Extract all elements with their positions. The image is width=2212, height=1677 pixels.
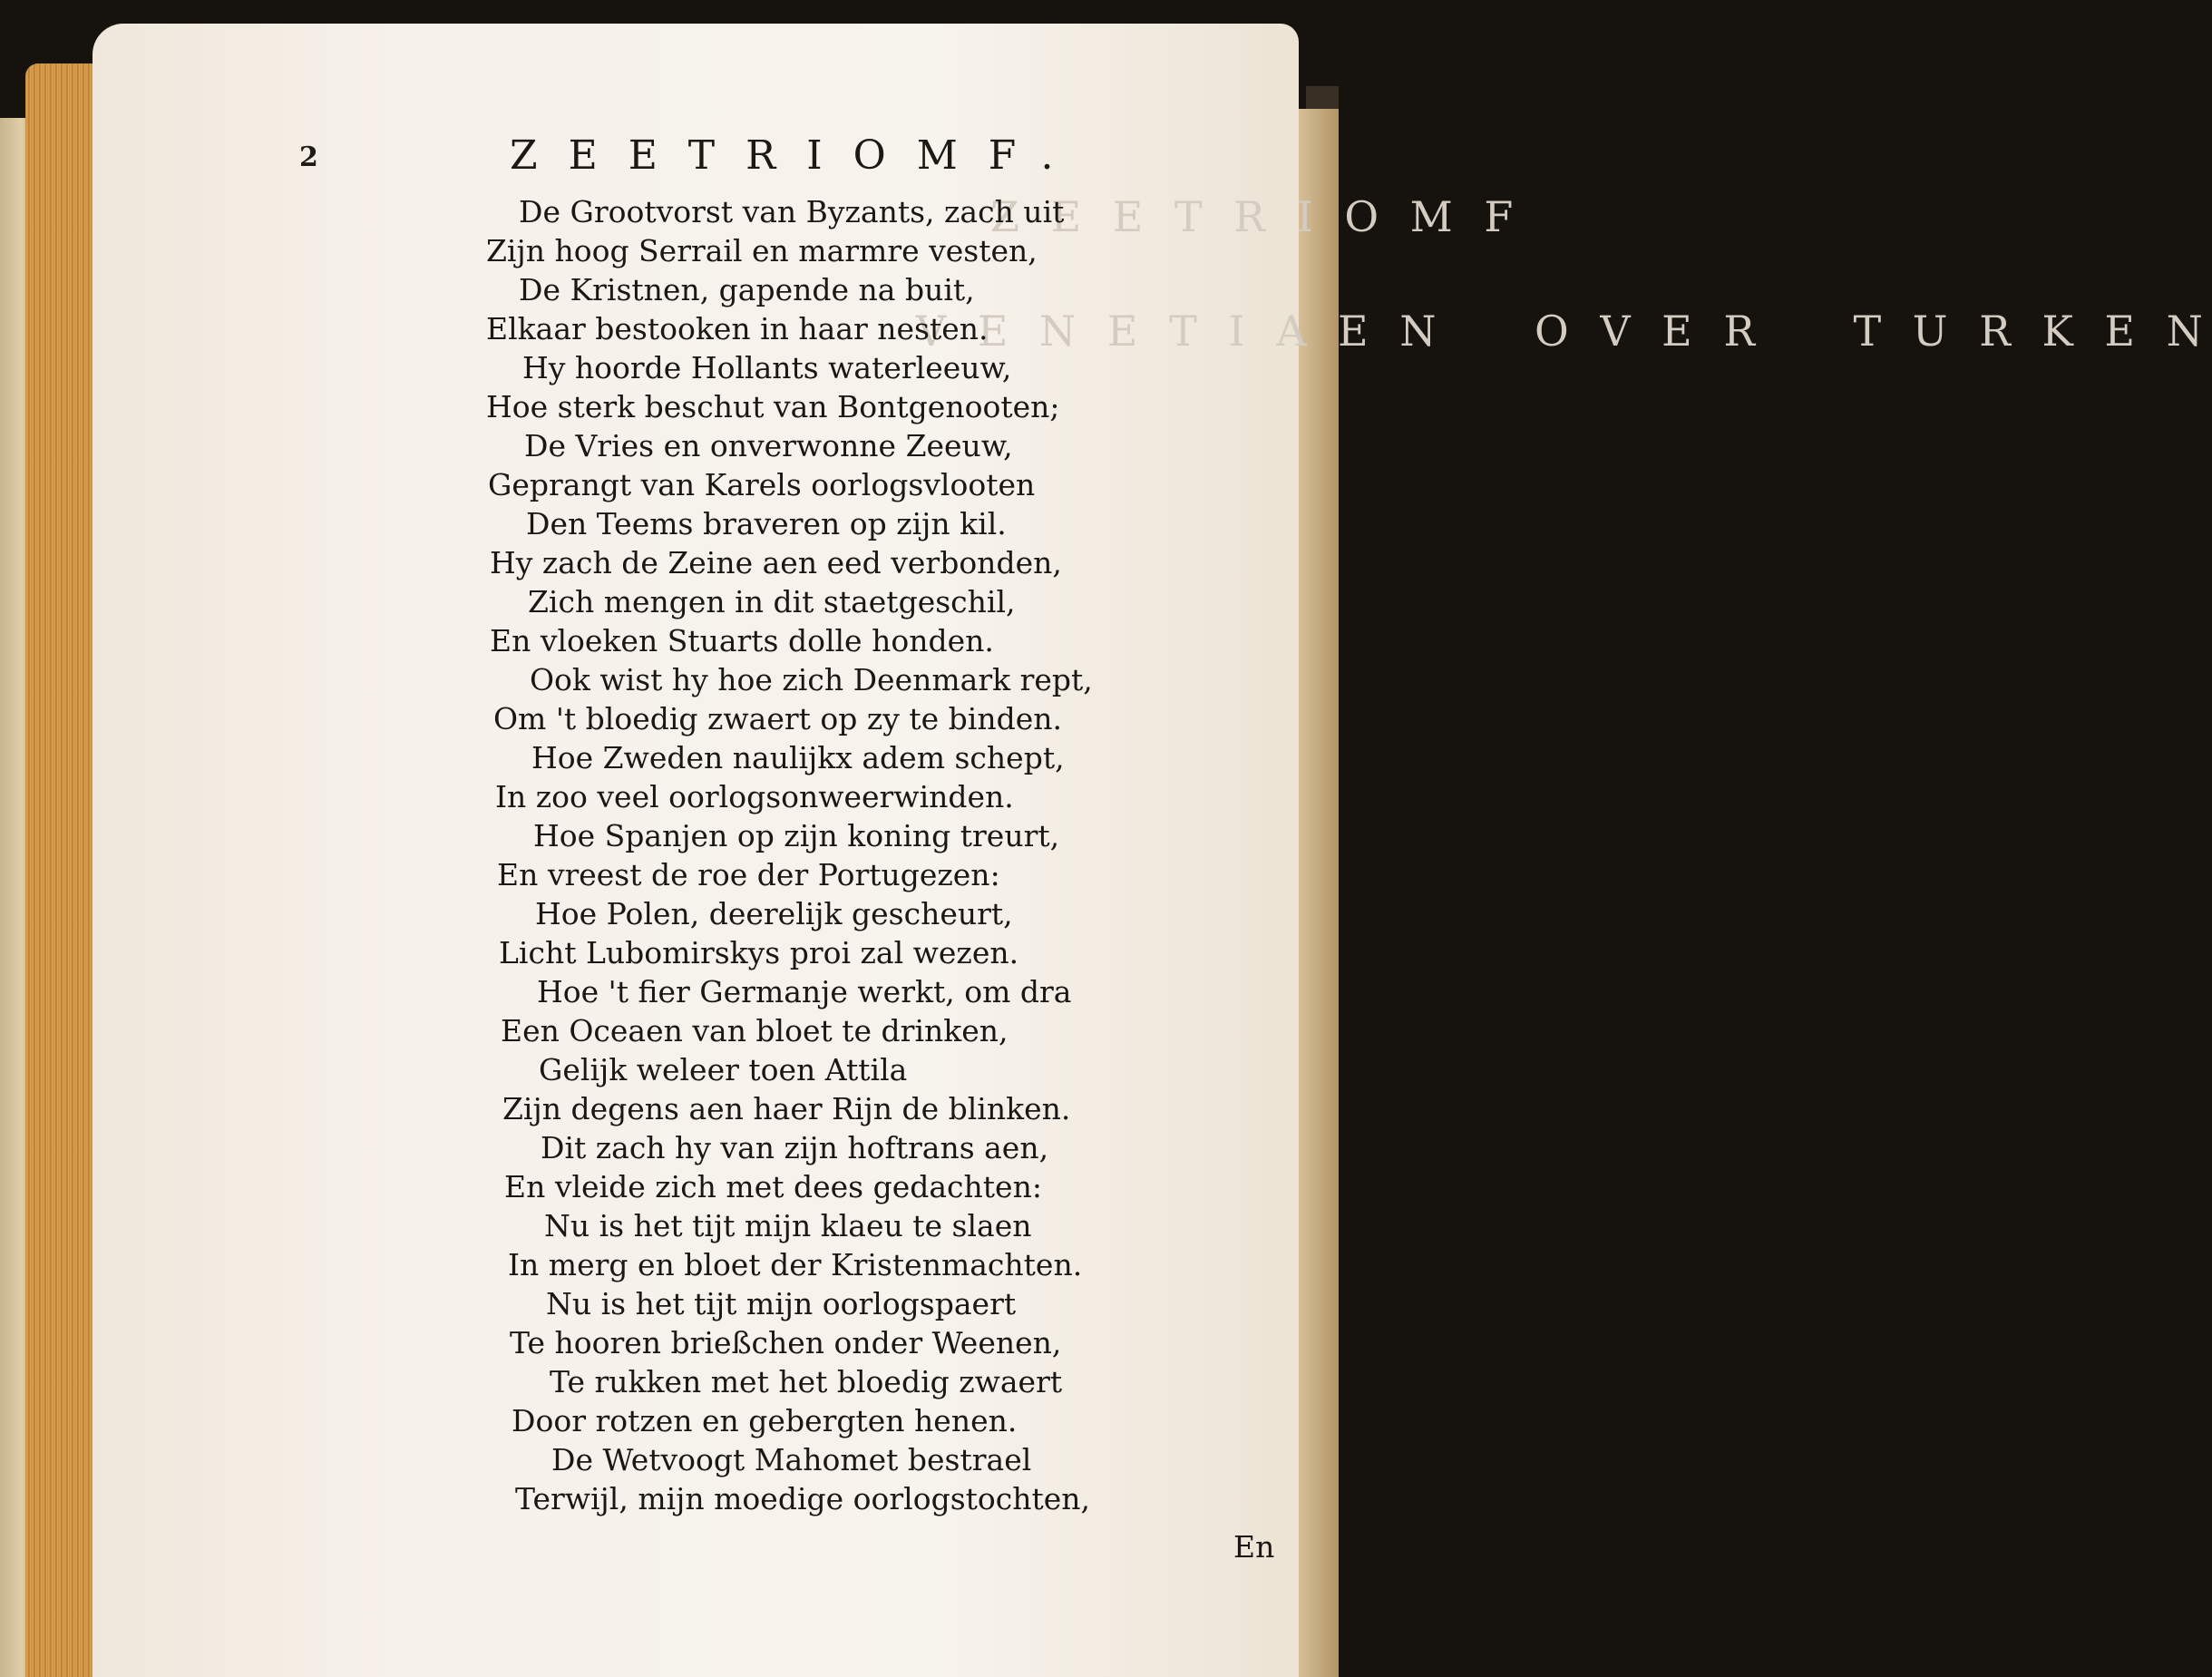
poem-line: Dit zach hy van zijn hoftrans aen, — [541, 1130, 1049, 1165]
poem-line: Hy hoorde Hollants waterleeuw, — [522, 350, 1012, 385]
poem-line: Te hooren brießchen onder Weenen, — [510, 1325, 1062, 1360]
poem-line: De Kristnen, gapende na buit, — [519, 272, 975, 307]
poem-line: Nu is het tijt mijn oorlogspaert — [546, 1286, 1017, 1321]
poem-line: Te rukken met het bloedig zwaert — [550, 1364, 1063, 1399]
poem-line: Geprangt van Karels oorlogsvlooten — [488, 467, 1036, 502]
poem-line: Hoe Polen, deerelijk gescheurt, — [535, 896, 1013, 931]
poem-line: Door rotzen en gebergten henen. — [512, 1403, 1018, 1438]
poem-line: In zoo veel oorlogsonweerwinden. — [495, 779, 1014, 814]
poem-line: De Wetvoogt Mahomet bestrael — [551, 1442, 1032, 1477]
poem-line: Hoe sterk beschut van Bontgenooten; — [486, 389, 1060, 424]
poem-line: Den Teems braveren op zijn kil. — [526, 506, 1007, 541]
poem-line: Zijn hoog Serrail en marmre vesten, — [486, 233, 1038, 268]
show-through-text: V E N E T I A E N O V E R T U R K E N — [916, 307, 2212, 356]
poem-line: En vloeken Stuarts dolle honden. — [490, 623, 994, 658]
poem-line: Een Oceaen van bloet te drinken, — [501, 1013, 1009, 1048]
poem-line: Hoe Spanjen op zijn koning treurt, — [533, 818, 1060, 853]
poem-line: Terwijl, mijn moedige oorlogstochten, — [515, 1481, 1091, 1516]
poem-line: Elkaar bestooken in haar nesten. — [486, 311, 989, 346]
poem-line: Om 't bloedig zwaert op zy te binden. — [493, 701, 1062, 736]
poem-line: Zich mengen in dit staetgeschil, — [528, 584, 1016, 619]
poem-line: En vreest de roe der Portugezen: — [497, 857, 1000, 892]
poem-line: Hoe 't fier Germanje werkt, om dra — [537, 974, 1072, 1009]
poem-line: Licht Lubomirskys proi zal wezen. — [499, 935, 1019, 970]
poem-line: En vleide zich met dees gedachten: — [504, 1169, 1042, 1204]
catchword: En — [1233, 1529, 1275, 1565]
running-title: ZEETRIOMF. — [510, 132, 1085, 179]
poem-line: Ook wist hy hoe zich Deenmark rept, — [530, 662, 1093, 697]
poem-line: De Vries en onverwonne Zeeuw, — [524, 428, 1013, 463]
poem-line: Gelijk weleer toen Attila — [539, 1052, 908, 1087]
poem-line: Zijn degens aen haer Rijn de blinken. — [502, 1091, 1071, 1126]
show-through-text: Z E E T R I O M F — [990, 192, 1523, 241]
poem-line: Nu is het tijt mijn klaeu te slaen — [544, 1208, 1032, 1243]
poem-line: In merg en bloet der Kristenmachten. — [508, 1247, 1083, 1282]
poem-line: Hy zach de Zeine aen eed verbonden, — [490, 545, 1062, 580]
poem-line: De Grootvorst van Byzants, zach uit — [519, 194, 1065, 229]
poem-line: Hoe Zweden naulijkx adem schept, — [531, 740, 1065, 775]
page-number: 2 — [299, 141, 318, 173]
